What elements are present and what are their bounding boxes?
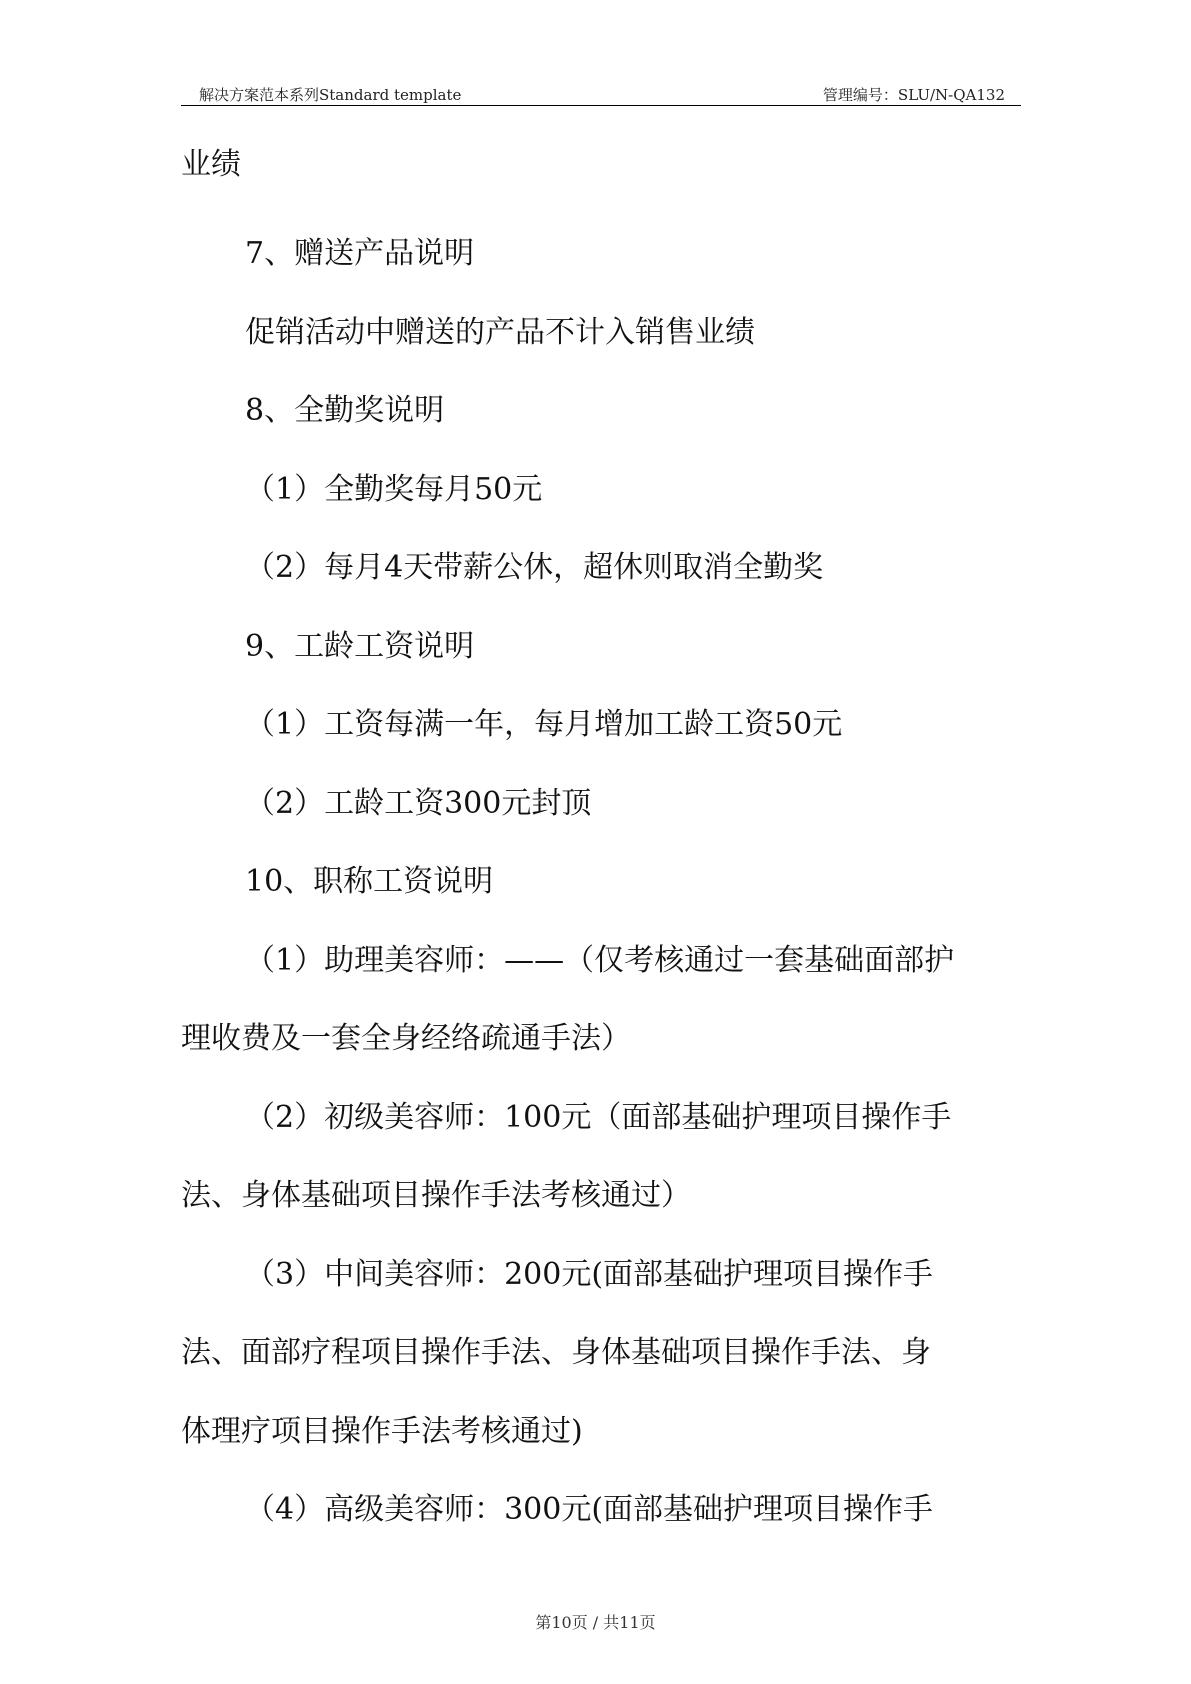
body-line: 理收费及一套全身经络疏通手法）: [181, 1021, 631, 1056]
body-line: 业绩: [181, 147, 241, 182]
section-heading-10: 10、职称工资说明: [245, 864, 494, 899]
header-divider: [181, 105, 1021, 106]
body-line: 体理疗项目操作手法考核通过): [181, 1414, 583, 1449]
body-line: （2）初级美容师：100元（面部基础护理项目操作手: [245, 1100, 952, 1135]
section-heading-9: 9、工龄工资说明: [245, 629, 475, 664]
body-line: 法、身体基础项目操作手法考核通过）: [181, 1178, 691, 1213]
body-line: （2）每月4天带薪公休，超休则取消全勤奖: [245, 550, 824, 585]
header-series-title: 解决方案范本系列Standard template: [199, 86, 462, 104]
body-line: （4）高级美容师：300元(面部基础护理项目操作手: [245, 1492, 934, 1527]
body-line: 促销活动中赠送的产品不计入销售业绩: [245, 315, 755, 350]
section-heading-8: 8、全勤奖说明: [245, 393, 445, 428]
page-footer: [0, 1612, 1191, 1634]
section-heading-7: 7、赠送产品说明: [245, 236, 475, 271]
page-number: 第10页 / 共11页: [535, 1613, 656, 1632]
body-line: （1）全勤奖每月50元: [245, 472, 543, 507]
body-line: （1）助理美容师：——（仅考核通过一套基础面部护: [245, 943, 955, 978]
body-line: （1）工资每满一年，每月增加工龄工资50元: [245, 707, 843, 742]
page-header: [181, 84, 1021, 106]
body-line: （3）中间美容师：200元(面部基础护理项目操作手: [245, 1257, 934, 1292]
header-document-number: 管理编号：SLU/N-QA132: [822, 86, 1005, 104]
body-line: （2）工龄工资300元封顶: [245, 786, 592, 821]
body-line: 法、面部疗程项目操作手法、身体基础项目操作手法、身: [181, 1335, 931, 1370]
